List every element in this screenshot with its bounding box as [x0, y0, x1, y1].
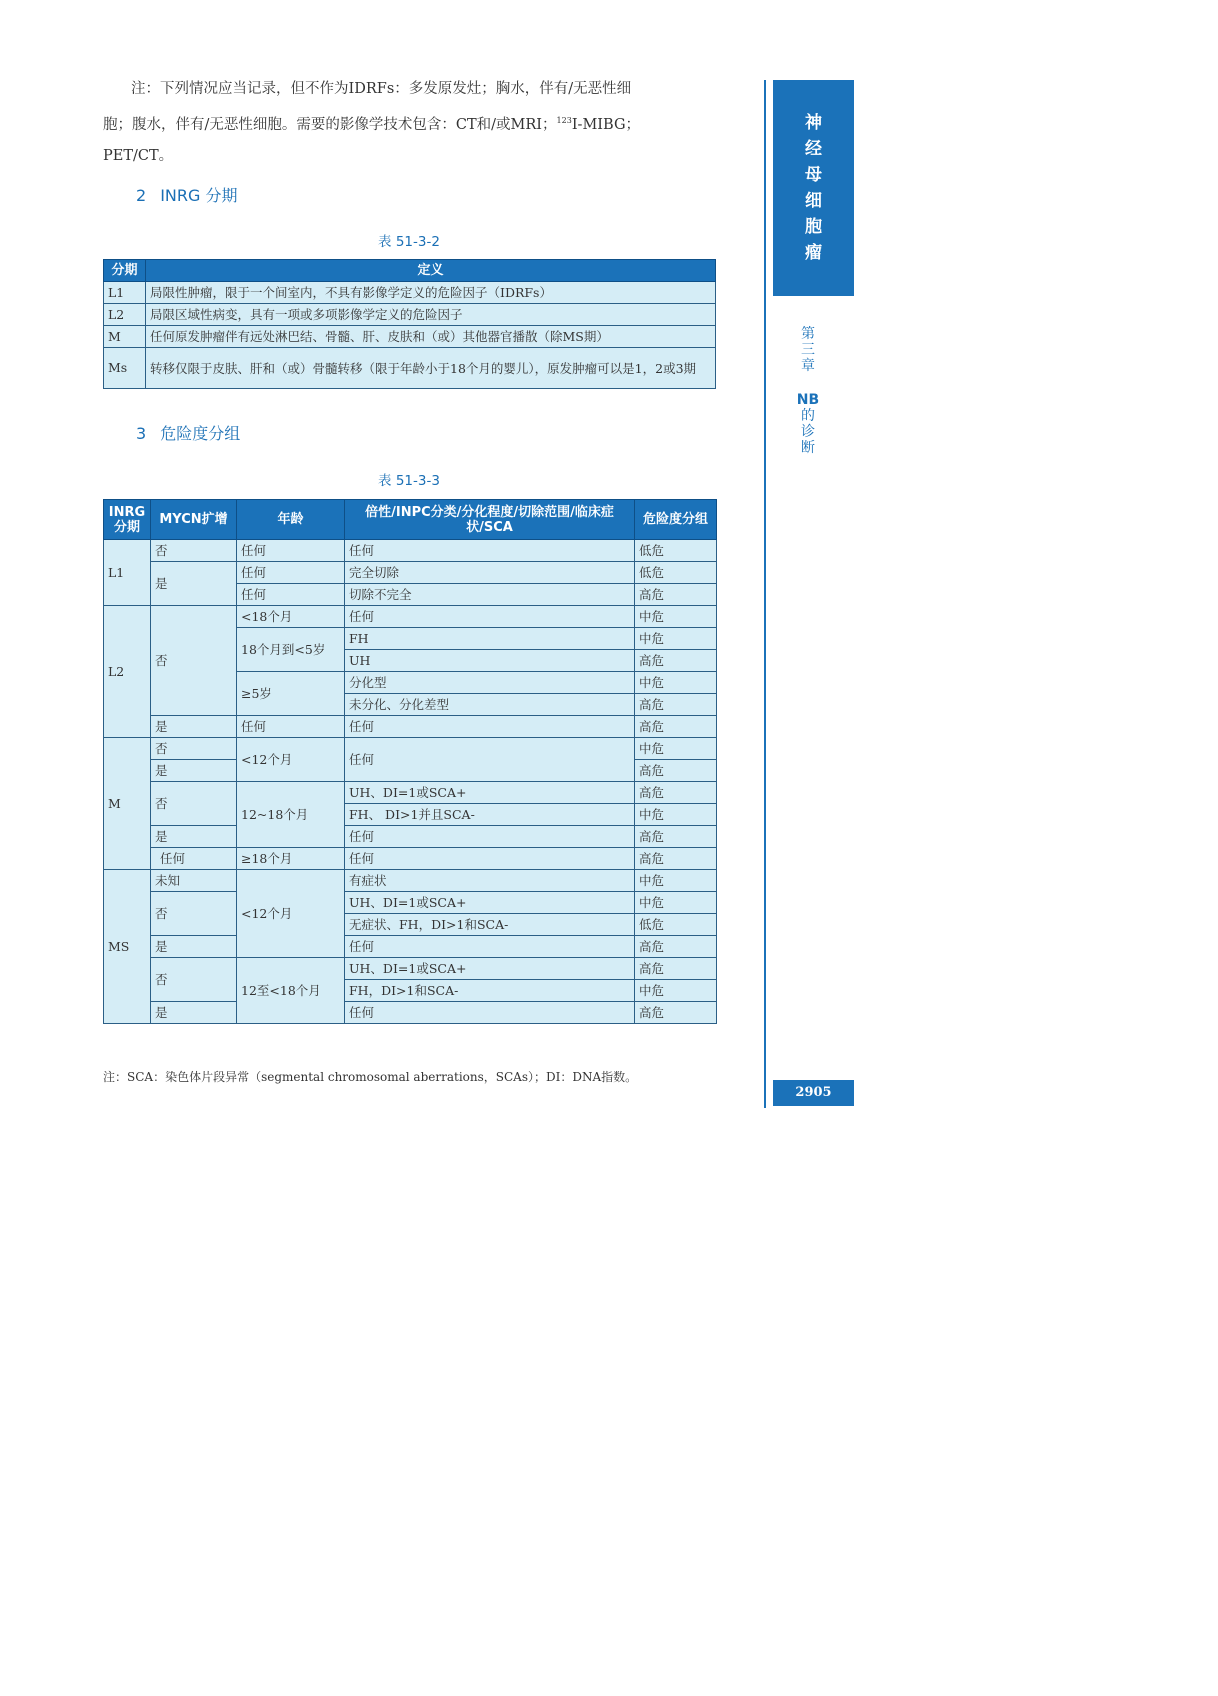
- header-mycn: MYCN扩增: [151, 500, 237, 540]
- sidebar-chapter-label: [795, 326, 821, 456]
- criteria-cell: UH、DI=1或SCA+: [345, 892, 635, 914]
- risk-cell: 高危: [635, 1002, 717, 1024]
- criteria-cell: 任何: [345, 540, 635, 562]
- criteria-cell: 无症状、FH，DI>1和SCA-: [345, 914, 635, 936]
- table-row: [104, 892, 717, 914]
- sidebar-divider: [764, 80, 766, 1108]
- criteria-cell: 完全切除: [345, 562, 635, 584]
- stage-cell: Ms: [104, 348, 146, 389]
- chapter-char: 断: [801, 440, 815, 456]
- mycn-cell: 是: [151, 826, 237, 848]
- definition-cell: 转移仅限于皮肤、肝和（或）骨髓转移（限于年龄小于18个月的婴儿），原发肿瘤可以是1，2或3期: [146, 348, 716, 389]
- table-row: [104, 326, 716, 348]
- age-cell: 12至<18个月: [237, 958, 345, 1024]
- risk-cell: 高危: [635, 694, 717, 716]
- header-definition: 定义: [146, 260, 716, 282]
- title-char: 瘤: [805, 243, 822, 263]
- age-cell: 任何: [237, 540, 345, 562]
- header-risk: 危险度分组: [635, 500, 717, 540]
- mycn-cell: 是: [151, 936, 237, 958]
- risk-cell: 高危: [635, 848, 717, 870]
- table-row: [104, 348, 716, 389]
- risk-cell: 低危: [635, 540, 717, 562]
- chapter-char: NB: [796, 392, 820, 408]
- table-row: [104, 936, 717, 958]
- title-char: 神: [805, 113, 822, 133]
- risk-cell: 中危: [635, 980, 717, 1002]
- risk-cell: 中危: [635, 738, 717, 760]
- superscript-123: 123: [556, 116, 572, 125]
- title-char: 细: [805, 191, 822, 211]
- criteria-cell: 任何: [345, 936, 635, 958]
- table-row: [104, 738, 717, 760]
- mycn-cell: 是: [151, 716, 237, 738]
- criteria-cell: 任何: [345, 826, 635, 848]
- criteria-cell: UH: [345, 650, 635, 672]
- definition-cell: 局限性肿瘤，限于一个间室内，不具有影像学定义的危险因子（IDRFs）: [146, 282, 716, 304]
- stage-cell: M: [104, 738, 151, 870]
- table-row: [104, 282, 716, 304]
- risk-cell: 中危: [635, 672, 717, 694]
- risk-cell: 中危: [635, 892, 717, 914]
- table-row: [104, 716, 717, 738]
- table-row: [104, 304, 716, 326]
- top-note-line-1: 注：下列情况应当记录，但不作为IDRFs：多发原发灶；胸水，伴有/无恶性细: [131, 81, 632, 97]
- chapter-char: 的: [801, 408, 815, 424]
- table2-caption: 表 51-3-3: [378, 473, 440, 489]
- page-number: 2905: [773, 1080, 854, 1106]
- mycn-cell: 是: [151, 760, 237, 782]
- criteria-cell: 未分化、分化差型: [345, 694, 635, 716]
- section-number: 2: [136, 186, 147, 205]
- risk-cell: 高危: [635, 826, 717, 848]
- criteria-cell: 分化型: [345, 672, 635, 694]
- stage-cell: MS: [104, 870, 151, 1024]
- chapter-char: 诊: [801, 424, 815, 440]
- title-char: 经: [805, 139, 822, 159]
- age-cell: <12个月: [237, 870, 345, 958]
- top-note-line-2: [103, 105, 715, 141]
- section-title: INRG 分期: [160, 186, 238, 205]
- stage-cell: M: [104, 326, 146, 348]
- chapter-gap: [795, 374, 821, 392]
- criteria-cell: 任何: [345, 606, 635, 628]
- table1-caption: 表 51-3-2: [378, 234, 440, 250]
- age-cell: <18个月: [237, 606, 345, 628]
- criteria-cell: 任何: [345, 848, 635, 870]
- chapter-char: 章: [801, 358, 815, 374]
- age-cell: 任何: [237, 716, 345, 738]
- table-row: [104, 826, 717, 848]
- age-cell: ≥5岁: [237, 672, 345, 716]
- mycn-cell: 否: [151, 782, 237, 826]
- age-cell: <12个月: [237, 738, 345, 782]
- table-row: [104, 606, 717, 628]
- mycn-cell: 否: [151, 540, 237, 562]
- criteria-cell: UH、DI=1或SCA+: [345, 782, 635, 804]
- title-char: 胞: [805, 217, 822, 237]
- criteria-cell: 任何: [345, 1002, 635, 1024]
- title-char: 母: [805, 165, 822, 185]
- risk-group-table: [103, 499, 717, 1024]
- stage-cell: L1: [104, 282, 146, 304]
- mycn-cell: 任何: [151, 848, 237, 870]
- risk-cell: 高危: [635, 716, 717, 738]
- table-row: [104, 870, 717, 892]
- risk-cell: 高危: [635, 760, 717, 782]
- table-footnote: 注：SCA：染色体片段异常（segmental chromosomal aberrations，SCAs）；DI：DNA指数。: [103, 1070, 638, 1084]
- risk-cell: 中危: [635, 804, 717, 826]
- risk-cell: 低危: [635, 562, 717, 584]
- age-cell: ≥18个月: [237, 848, 345, 870]
- mycn-cell: 是: [151, 562, 237, 606]
- definition-cell: 任何原发肿瘤伴有远处淋巴结、骨髓、肝、皮肤和（或）其他器官播散（除MS期）: [146, 326, 716, 348]
- chapter-char: 三: [801, 342, 815, 358]
- sidebar-book-title: [773, 80, 854, 296]
- header-inrg-stage: INRG分期: [104, 500, 151, 540]
- top-note-line-2-b: I-MIBG；: [571, 117, 641, 133]
- risk-cell: 中危: [635, 628, 717, 650]
- definition-cell: 局限区域性病变，具有一项或多项影像学定义的危险因子: [146, 304, 716, 326]
- age-cell: 12~18个月: [237, 782, 345, 848]
- mycn-cell: 否: [151, 892, 237, 936]
- section-number: 3: [136, 424, 147, 443]
- age-cell: 任何: [237, 584, 345, 606]
- header-stage: 分期: [104, 260, 146, 282]
- risk-cell: 高危: [635, 650, 717, 672]
- criteria-cell: FH、 DI>1并且SCA-: [345, 804, 635, 826]
- table-row: [104, 562, 717, 584]
- section-title: 危险度分组: [160, 424, 241, 443]
- table-header-row: [104, 500, 717, 540]
- table-row: [104, 1002, 717, 1024]
- criteria-cell: FH: [345, 628, 635, 650]
- mycn-cell: 否: [151, 738, 237, 760]
- criteria-cell: UH、DI=1或SCA+: [345, 958, 635, 980]
- header-age: 年龄: [237, 500, 345, 540]
- table-row: [104, 958, 717, 980]
- table-row: [104, 848, 717, 870]
- age-cell: 18个月到<5岁: [237, 628, 345, 672]
- top-note-line-3: PET/CT。: [103, 148, 174, 164]
- risk-cell: 高危: [635, 782, 717, 804]
- criteria-cell: 切除不完全: [345, 584, 635, 606]
- risk-cell: 高危: [635, 584, 717, 606]
- criteria-cell: 任何: [345, 738, 635, 782]
- mycn-cell: 否: [151, 606, 237, 716]
- table-row: [104, 540, 717, 562]
- table-header-row: [104, 260, 716, 282]
- mycn-cell: 未知: [151, 870, 237, 892]
- stage-cell: L1: [104, 540, 151, 606]
- risk-cell: 中危: [635, 870, 717, 892]
- stage-cell: L2: [104, 304, 146, 326]
- top-note: [103, 74, 715, 172]
- top-note-line-2-a: 胞；腹水，伴有/无恶性细胞。需要的影像学技术包含：CT和/或MRI；: [103, 117, 557, 133]
- criteria-cell: 任何: [345, 716, 635, 738]
- criteria-cell: 有症状: [345, 870, 635, 892]
- risk-cell: 中危: [635, 606, 717, 628]
- criteria-cell: FH，DI>1和SCA-: [345, 980, 635, 1002]
- risk-cell: 高危: [635, 958, 717, 980]
- chapter-char: 第: [801, 326, 815, 342]
- stage-cell: L2: [104, 606, 151, 738]
- inrg-stage-table: [103, 259, 716, 389]
- age-cell: 任何: [237, 562, 345, 584]
- risk-cell: 高危: [635, 936, 717, 958]
- risk-cell: 低危: [635, 914, 717, 936]
- section-heading-inrg: [136, 183, 237, 206]
- header-criteria: 倍性/INPC分类/分化程度/切除范围/临床症状/SCA: [345, 500, 635, 540]
- section-heading-risk: [136, 421, 240, 444]
- table-row: [104, 782, 717, 804]
- mycn-cell: 否: [151, 958, 237, 1002]
- mycn-cell: 是: [151, 1002, 237, 1024]
